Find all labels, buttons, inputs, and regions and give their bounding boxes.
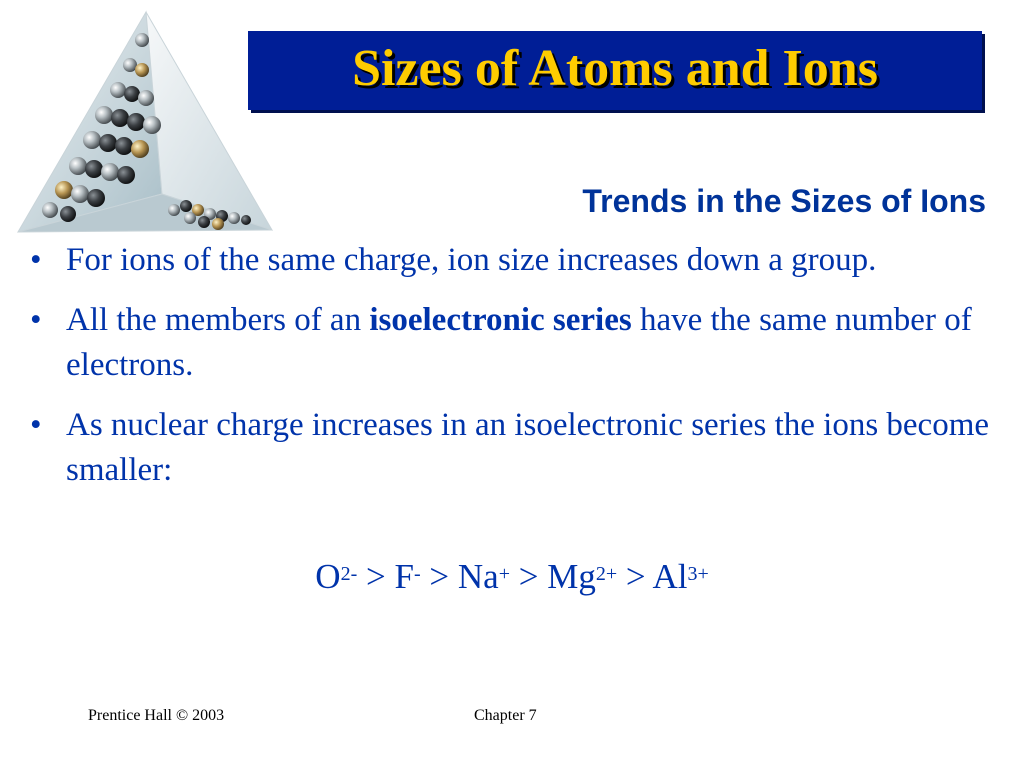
pyramid-atoms-icon xyxy=(14,10,276,238)
ion-charge: - xyxy=(413,563,421,585)
bullet-item xyxy=(28,238,998,283)
ion-symbol: Al xyxy=(652,557,688,596)
bullet-marker: • xyxy=(30,407,42,443)
bullet-marker: • xyxy=(30,302,42,338)
bullet-list xyxy=(28,238,998,508)
ion-charge: 2+ xyxy=(595,563,618,585)
bullet-marker: • xyxy=(30,242,42,278)
bullet-emphasis: isoelectronic series xyxy=(369,302,632,338)
bullet-text: All the members of an xyxy=(66,302,370,338)
ion-charge: 2- xyxy=(340,563,358,585)
ion-symbol: O xyxy=(315,557,341,596)
slide-subtitle: Trends in the Sizes of Ions xyxy=(582,183,986,219)
ion-symbol: Na xyxy=(457,557,499,596)
formula-separator: > xyxy=(420,557,458,596)
bullet-text: have the same number of electrons. xyxy=(66,302,972,383)
ion-symbol: F xyxy=(394,557,414,596)
bullet-text: As nuclear charge increases in an isoelectronic series the ions become smaller: xyxy=(66,407,990,488)
formula-separator: > xyxy=(617,557,653,596)
title-bar xyxy=(248,31,982,110)
footer-chapter: Chapter 7 xyxy=(474,707,537,724)
formula-separator: > xyxy=(357,557,395,596)
isoelectronic-series-formula xyxy=(0,554,1024,599)
ion-symbol: Mg xyxy=(547,557,596,596)
bullet-item xyxy=(28,298,998,388)
slide-title: Sizes of Atoms and Ions xyxy=(352,40,878,97)
ion-charge: + xyxy=(498,563,510,585)
ion-charge: 3+ xyxy=(687,563,709,585)
footer-copyright: Prentice Hall © 2003 xyxy=(88,707,225,724)
bullet-item xyxy=(28,403,998,493)
formula-separator: > xyxy=(509,557,548,596)
bullet-text: For ions of the same charge, ion size increases down a group. xyxy=(66,242,877,278)
